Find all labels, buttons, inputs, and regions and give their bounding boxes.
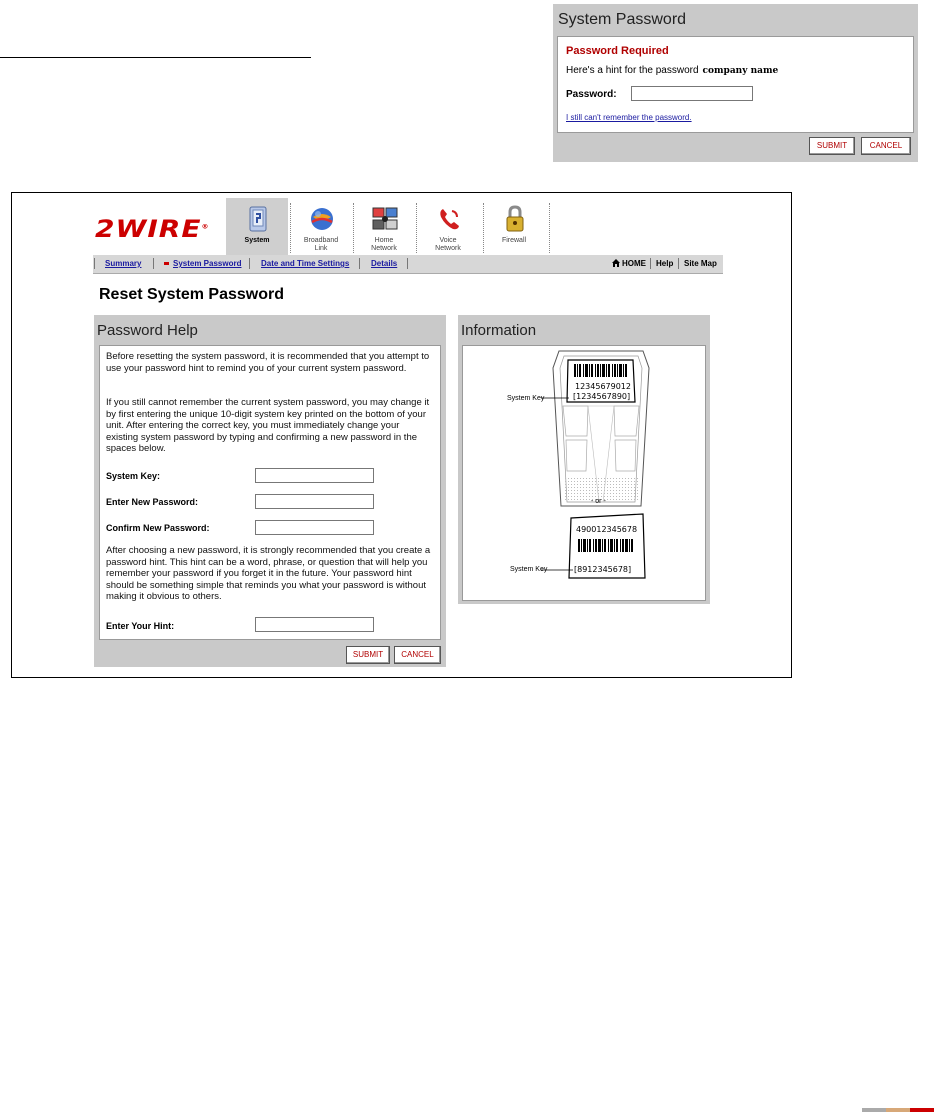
tab-voice-network-label: Voice Network: [435, 237, 461, 252]
password-hint-text: [566, 65, 778, 76]
cancel-button[interactable]: CANCEL: [394, 646, 441, 664]
system-key-input[interactable]: [255, 468, 374, 483]
confirm-password-label: Confirm New Password:: [106, 523, 210, 533]
logo-text: 2WIRE: [95, 215, 202, 244]
page-title: Reset System Password: [99, 286, 284, 303]
subnav-divider: [249, 258, 250, 269]
new-password-label: Enter New Password:: [106, 497, 199, 507]
subnav-divider: [153, 258, 154, 269]
system-key-label-top: System Key: [507, 395, 545, 402]
hint-value: company name: [702, 66, 779, 76]
tab-firewall[interactable]: [483, 198, 545, 255]
corner-color-bar: [862, 1108, 934, 1112]
password-help-body: [99, 345, 441, 640]
system-icon: [244, 205, 272, 233]
hint-label: Enter Your Hint:: [106, 621, 175, 631]
tab-system-label: System: [244, 237, 270, 244]
tab-home-network-label: Home Network: [371, 237, 397, 252]
password-input[interactable]: [631, 86, 753, 101]
subnav-details[interactable]: Details: [371, 259, 398, 268]
subnav-date-time-settings[interactable]: Date and Time Settings: [261, 259, 350, 268]
submit-button[interactable]: SUBMIT: [346, 646, 390, 664]
reset-password-page: [11, 192, 792, 678]
information-panel: [458, 315, 710, 604]
tab-broadband-link-label: Broadband Link: [303, 237, 339, 252]
firewall-lock-icon: [501, 205, 529, 233]
system-key-label-bottom: System Key: [510, 566, 548, 573]
home-link[interactable]: HOME: [622, 259, 646, 268]
intro-text: Before resetting the system password, it is recommended that you attempt to use your password hint to remind you of your current system password.: [106, 351, 430, 374]
information-title: Information: [461, 322, 537, 339]
tab-voice-network[interactable]: [417, 198, 479, 255]
subnav-divider: [359, 258, 360, 269]
hint-prefix: Here's a hint for the password: [566, 65, 699, 76]
sitemap-link[interactable]: Site Map: [684, 259, 717, 268]
active-bullet: [164, 262, 169, 265]
subnav-divider: [407, 258, 408, 269]
password-help-title: Password Help: [97, 322, 198, 339]
serial-number-top: 12345679012: [575, 382, 631, 391]
2wire-logo: [95, 215, 209, 243]
dialog-cancel-button[interactable]: CANCEL: [861, 137, 911, 155]
underline-rule: [0, 57, 311, 58]
voice-phone-icon: [435, 205, 463, 233]
tab-firewall-label: Firewall: [501, 237, 527, 244]
hint-advice-text: After choosing a new password, it is strongly recommended that you create a password hint. This hint can be a word, phrase, or question that will help you remember your password if you forget it in the future. Your password hint should be something simple that reminds you what your password is without making it obvious to others.: [106, 545, 431, 602]
color-swatch-gray: [862, 1108, 886, 1112]
home-network-icon: [371, 205, 399, 233]
system-password-dialog: [553, 4, 918, 162]
subnav-divider: [94, 258, 95, 269]
nav-divider: [549, 203, 550, 253]
or-separator: - or -: [591, 498, 606, 505]
subnav-bar: [93, 255, 723, 274]
serial-number-bottom: 490012345678: [576, 525, 638, 534]
home-icon: [611, 258, 621, 268]
system-key-value-bottom: [8912345678]: [574, 565, 632, 574]
help-link[interactable]: Help: [656, 259, 674, 268]
subnav-divider: [650, 258, 651, 269]
subnav-summary[interactable]: Summary: [105, 259, 142, 268]
system-key-diagram: [462, 345, 706, 601]
new-password-input[interactable]: [255, 494, 374, 509]
dialog-body: [557, 36, 914, 133]
tab-broadband-link[interactable]: [290, 198, 352, 255]
confirm-password-input[interactable]: [255, 520, 374, 535]
color-swatch-tan: [886, 1108, 910, 1112]
broadband-globe-icon: [308, 205, 336, 233]
dialog-title: System Password: [558, 11, 687, 28]
tab-home-network[interactable]: [353, 198, 415, 255]
instructions-text: If you still cannot remember the current system password, you may change it by first entering the unique 10-digit system key printed on the bottom of your unit. After entering the correct key, you must immediately change your existing system password by typing and confirming a new password in the spaces below.: [106, 397, 430, 454]
system-key-value-top: [1234567890]: [573, 392, 631, 401]
logo-registered-mark: ®: [201, 223, 210, 231]
subnav-divider: [678, 258, 679, 269]
forgot-password-link[interactable]: I still can't remember the password.: [566, 113, 692, 122]
password-label: Password:: [566, 89, 617, 100]
password-required-label: Password Required: [566, 45, 669, 57]
tab-system[interactable]: [226, 198, 288, 255]
hint-input[interactable]: [255, 617, 374, 632]
dialog-submit-button[interactable]: SUBMIT: [809, 137, 855, 155]
system-key-label: System Key:: [106, 471, 161, 481]
password-help-panel: [94, 315, 446, 667]
subnav-system-password[interactable]: System Password: [173, 259, 242, 268]
color-swatch-red: [910, 1108, 934, 1112]
